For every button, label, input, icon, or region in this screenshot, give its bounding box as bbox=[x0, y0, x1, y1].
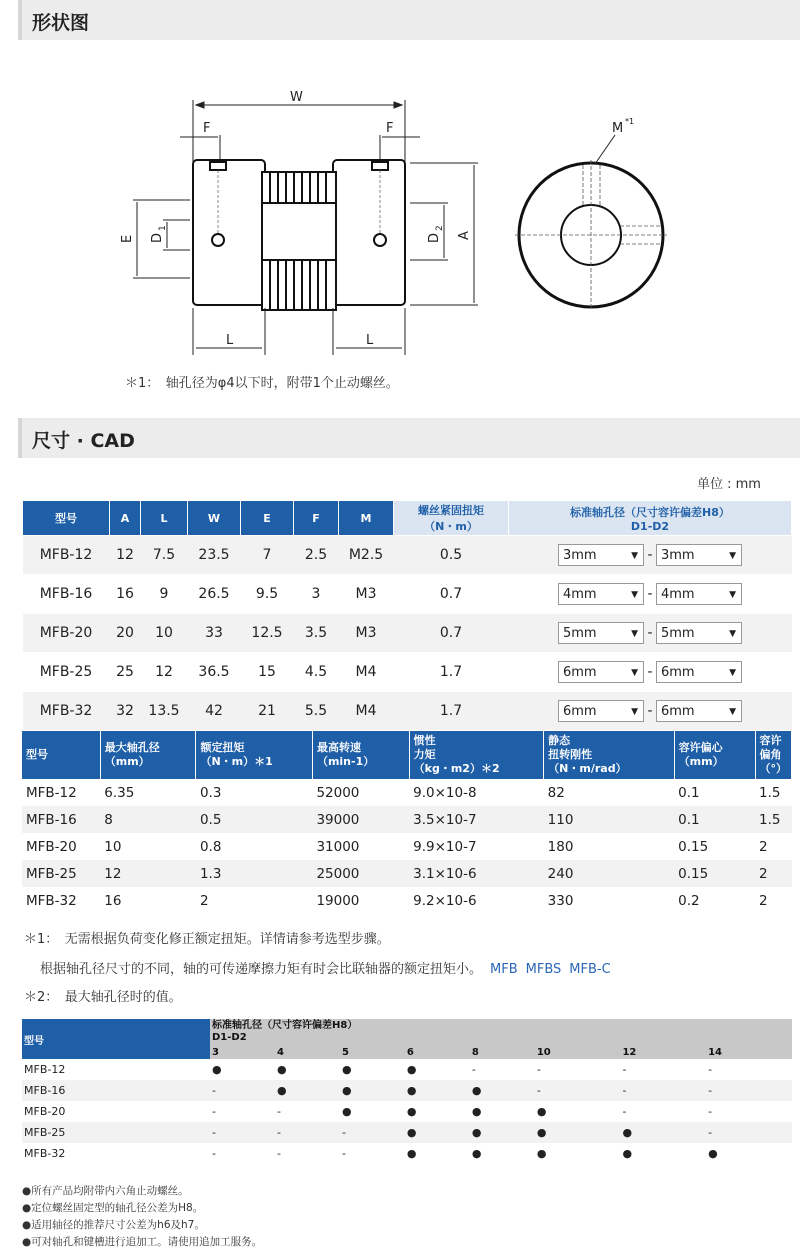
availability-cell: - bbox=[706, 1080, 792, 1101]
table-row bbox=[22, 1080, 792, 1101]
table-cell: 12 bbox=[110, 536, 141, 575]
dimension-table bbox=[22, 500, 792, 731]
col-header-torque bbox=[394, 501, 509, 536]
bore-d1-select[interactable] bbox=[558, 700, 644, 722]
availability-cell: - bbox=[706, 1122, 792, 1143]
availability-cell: - bbox=[535, 1080, 621, 1101]
table-cell: 9.9×10-7 bbox=[409, 833, 544, 860]
model-cell: MFB-25 bbox=[22, 1122, 210, 1143]
bore-select-cell bbox=[509, 614, 792, 653]
col-header: M bbox=[339, 501, 394, 536]
footnote: ●适用轴径的推荐尺寸公差为h6及h7。 bbox=[22, 1219, 205, 1231]
table-cell: 110 bbox=[544, 806, 675, 833]
col-header-line: 最大轴孔径 bbox=[104, 741, 160, 754]
table-cell: 2 bbox=[755, 887, 792, 914]
table-cell: MFB-20 bbox=[23, 614, 110, 653]
select-value: 5mm bbox=[563, 626, 597, 641]
table-cell: 9.5 bbox=[241, 575, 294, 614]
col-header: 型号 bbox=[23, 501, 110, 536]
bore-size-header: 3 bbox=[210, 1045, 275, 1059]
table-cell: 0.8 bbox=[196, 833, 312, 860]
table-cell: 0.5 bbox=[394, 536, 509, 575]
availability-cell: - bbox=[470, 1059, 535, 1080]
availability-cell: ● bbox=[470, 1143, 535, 1164]
shape-note: ＊1： 轴孔径为φ4以下时，附带1个止动螺丝。 bbox=[125, 376, 399, 391]
label-e: E bbox=[120, 234, 135, 243]
torque-header-line: （N・m） bbox=[424, 520, 478, 533]
spec-table bbox=[22, 731, 792, 914]
label-l-right: L bbox=[366, 333, 374, 348]
table-row bbox=[22, 1122, 792, 1143]
col-header-model: 型号 bbox=[22, 1019, 210, 1059]
coupling-drawing bbox=[0, 40, 800, 380]
table-cell: 1.7 bbox=[394, 653, 509, 692]
bore-d1-select[interactable] bbox=[558, 622, 644, 644]
model-cell: MFB-16 bbox=[22, 1080, 210, 1101]
bore-group-line: 标准轴孔径（尺寸容许偏差H8） bbox=[212, 1020, 358, 1031]
table-cell: 13.5 bbox=[141, 692, 188, 731]
col-header-line: （kg・m2）＊2 bbox=[413, 762, 500, 775]
table-cell: 9 bbox=[141, 575, 188, 614]
table-cell: 0.1 bbox=[674, 806, 755, 833]
col-header bbox=[196, 731, 312, 779]
col-header-line: 静态 bbox=[548, 734, 571, 747]
table-cell: 330 bbox=[544, 887, 675, 914]
label-l-left: L bbox=[226, 333, 234, 348]
col-header-bore-group bbox=[210, 1019, 792, 1045]
bore-select-cell bbox=[509, 575, 792, 614]
table-cell: 52000 bbox=[312, 779, 409, 806]
select-value: 4mm bbox=[661, 587, 695, 602]
availability-cell: - bbox=[706, 1101, 792, 1122]
col-header-line: （mm） bbox=[678, 755, 724, 768]
chevron-down-icon: ▼ bbox=[631, 629, 638, 639]
table-cell: 1.7 bbox=[394, 692, 509, 731]
table-row bbox=[22, 887, 792, 914]
table-cell: 0.2 bbox=[674, 887, 755, 914]
col-header bbox=[409, 731, 544, 779]
availability-cell: - bbox=[340, 1143, 405, 1164]
label-d2-sub: 2 bbox=[435, 225, 445, 231]
col-header bbox=[100, 731, 196, 779]
table-cell: 42 bbox=[188, 692, 241, 731]
table-row bbox=[22, 779, 792, 806]
col-header bbox=[674, 731, 755, 779]
note-2-text: 根据轴孔径尺寸的不同，轴的可传递摩擦力矩有时会比联轴器的额定扭矩小。 bbox=[40, 962, 483, 977]
table-cell: M2.5 bbox=[339, 536, 394, 575]
model-cell: MFB-32 bbox=[22, 1143, 210, 1164]
table-cell: 7 bbox=[241, 536, 294, 575]
availability-cell: - bbox=[706, 1059, 792, 1080]
availability-cell: - bbox=[210, 1143, 275, 1164]
table-cell: 3 bbox=[294, 575, 339, 614]
table-cell: 39000 bbox=[312, 806, 409, 833]
col-header-line: 容许偏心 bbox=[678, 741, 723, 754]
section-header-shape bbox=[18, 0, 800, 40]
availability-cell: - bbox=[210, 1080, 275, 1101]
label-m-sup: *1 bbox=[625, 117, 635, 126]
table-cell: M3 bbox=[339, 614, 394, 653]
availability-cell: - bbox=[275, 1122, 340, 1143]
col-header bbox=[544, 731, 675, 779]
bore-d2-select[interactable] bbox=[656, 622, 742, 644]
availability-cell: ● bbox=[275, 1080, 340, 1101]
col-header-line: 扭转刚性 bbox=[548, 748, 593, 761]
separator: - bbox=[647, 664, 653, 680]
availability-cell: ● bbox=[340, 1059, 405, 1080]
availability-cell: ● bbox=[275, 1059, 340, 1080]
unit-label: 单位 : mm bbox=[697, 477, 761, 492]
label-w: W bbox=[290, 90, 303, 105]
bore-d2-select[interactable] bbox=[656, 544, 742, 566]
col-header-line: （mm） bbox=[104, 755, 150, 768]
table-cell: 82 bbox=[544, 779, 675, 806]
table-cell: 2 bbox=[196, 887, 312, 914]
chevron-down-icon: ▼ bbox=[631, 668, 638, 678]
table-cell: MFB-12 bbox=[22, 779, 100, 806]
chevron-down-icon: ▼ bbox=[729, 590, 736, 600]
availability-cell: - bbox=[275, 1101, 340, 1122]
availability-cell: - bbox=[620, 1059, 706, 1080]
availability-cell: ● bbox=[470, 1101, 535, 1122]
table-cell: MFB-32 bbox=[23, 692, 110, 731]
section-header-dims bbox=[18, 418, 800, 458]
col-header-bore bbox=[509, 501, 792, 536]
table-row bbox=[22, 860, 792, 887]
table-cell: M4 bbox=[339, 692, 394, 731]
table-cell: 2.5 bbox=[294, 536, 339, 575]
chevron-down-icon: ▼ bbox=[729, 707, 736, 717]
table-cell: 180 bbox=[544, 833, 675, 860]
link-mfb[interactable]: MFB bbox=[490, 962, 518, 977]
col-header: W bbox=[188, 501, 241, 536]
table-cell: 0.15 bbox=[674, 833, 755, 860]
table-cell: 6.35 bbox=[100, 779, 196, 806]
table-cell: 0.5 bbox=[196, 806, 312, 833]
availability-cell: ● bbox=[706, 1143, 792, 1164]
col-header: A bbox=[110, 501, 141, 536]
table-cell: 0.15 bbox=[674, 860, 755, 887]
bore-size-header: 10 bbox=[535, 1045, 621, 1059]
select-value: 6mm bbox=[661, 704, 695, 719]
table-row bbox=[23, 614, 792, 653]
separator: - bbox=[647, 547, 653, 563]
link-mfbs[interactable]: MFBS bbox=[525, 962, 562, 977]
availability-cell: ● bbox=[620, 1143, 706, 1164]
table-row bbox=[23, 653, 792, 692]
label-f-right: F bbox=[386, 121, 394, 136]
col-header-line: （N・m/rad） bbox=[548, 762, 627, 775]
table-row bbox=[23, 575, 792, 614]
select-value: 6mm bbox=[563, 704, 597, 719]
chevron-down-icon: ▼ bbox=[631, 590, 638, 600]
bore-size-header: 5 bbox=[340, 1045, 405, 1059]
table-cell: MFB-12 bbox=[23, 536, 110, 575]
table-cell: 15 bbox=[241, 653, 294, 692]
separator: - bbox=[647, 586, 653, 602]
bore-d1-select[interactable] bbox=[558, 583, 644, 605]
table-cell: 33 bbox=[188, 614, 241, 653]
col-header bbox=[755, 731, 792, 779]
availability-cell: ● bbox=[405, 1143, 470, 1164]
table-cell: 8 bbox=[100, 806, 196, 833]
link-mfb-c[interactable]: MFB-C bbox=[569, 962, 611, 977]
table-cell: 2 bbox=[755, 833, 792, 860]
note-1: ＊1： 无需根据负荷变化修正额定扭矩。详情请参考选型步骤。 bbox=[24, 932, 390, 947]
bore-d2-select[interactable] bbox=[656, 583, 742, 605]
availability-cell: ● bbox=[470, 1122, 535, 1143]
bore-size-header: 4 bbox=[275, 1045, 340, 1059]
availability-cell: ● bbox=[405, 1101, 470, 1122]
chevron-down-icon: ▼ bbox=[729, 629, 736, 639]
footnote: ●定位螺丝固定型的轴孔径公差为H8。 bbox=[22, 1202, 204, 1214]
table-cell: 3.5×10-7 bbox=[409, 806, 544, 833]
availability-cell: ● bbox=[535, 1122, 621, 1143]
label-m: M bbox=[612, 121, 624, 136]
label-d2: D bbox=[427, 232, 442, 243]
bore-size-header: 8 bbox=[470, 1045, 535, 1059]
availability-cell: ● bbox=[340, 1101, 405, 1122]
table-cell: MFB-16 bbox=[23, 575, 110, 614]
table-cell: 19000 bbox=[312, 887, 409, 914]
select-value: 4mm bbox=[563, 587, 597, 602]
col-header: E bbox=[241, 501, 294, 536]
bore-d2-select[interactable] bbox=[656, 661, 742, 683]
table-cell: 0.7 bbox=[394, 575, 509, 614]
label-a: A bbox=[457, 231, 472, 240]
availability-cell: ● bbox=[535, 1101, 621, 1122]
label-f-left: F bbox=[203, 121, 211, 136]
table-cell: 1.5 bbox=[755, 806, 792, 833]
table-cell: 1.3 bbox=[196, 860, 312, 887]
col-header: L bbox=[141, 501, 188, 536]
table-cell: 2 bbox=[755, 860, 792, 887]
table-row bbox=[22, 1101, 792, 1122]
select-value: 3mm bbox=[563, 548, 597, 563]
bore-select-cell bbox=[509, 692, 792, 731]
label-d1-sub: 1 bbox=[158, 225, 168, 231]
table-cell: 0.3 bbox=[196, 779, 312, 806]
table-cell: 7.5 bbox=[141, 536, 188, 575]
table-cell: 3.1×10-6 bbox=[409, 860, 544, 887]
col-header-line: （N・m）＊1 bbox=[200, 755, 273, 768]
bore-availability-table bbox=[22, 1019, 792, 1164]
col-header bbox=[312, 731, 409, 779]
table-cell: 4.5 bbox=[294, 653, 339, 692]
table-cell: 16 bbox=[110, 575, 141, 614]
table-row bbox=[22, 833, 792, 860]
label-d1: D bbox=[150, 232, 165, 243]
availability-cell: - bbox=[340, 1122, 405, 1143]
table-cell: 10 bbox=[100, 833, 196, 860]
table-cell: 9.0×10-8 bbox=[409, 779, 544, 806]
table-cell: 3.5 bbox=[294, 614, 339, 653]
select-value: 3mm bbox=[661, 548, 695, 563]
table-cell: 32 bbox=[110, 692, 141, 731]
availability-cell: ● bbox=[620, 1122, 706, 1143]
table-cell: MFB-16 bbox=[22, 806, 100, 833]
table-row bbox=[22, 1059, 792, 1080]
table-cell: M4 bbox=[339, 653, 394, 692]
table-cell: 240 bbox=[544, 860, 675, 887]
table-cell: 1.5 bbox=[755, 779, 792, 806]
col-header-line: 额定扭矩 bbox=[200, 741, 245, 754]
bore-select-cell bbox=[509, 536, 792, 575]
bore-size-header: 14 bbox=[706, 1045, 792, 1059]
table-cell: 20 bbox=[110, 614, 141, 653]
chevron-down-icon: ▼ bbox=[729, 668, 736, 678]
separator: - bbox=[647, 625, 653, 641]
col-header: F bbox=[294, 501, 339, 536]
col-header-line: 容许偏角（°） bbox=[759, 734, 787, 775]
col-header-line: 力矩 bbox=[413, 748, 436, 761]
table-row bbox=[22, 806, 792, 833]
availability-cell: ● bbox=[405, 1080, 470, 1101]
chevron-down-icon: ▼ bbox=[631, 551, 638, 561]
availability-cell: ● bbox=[405, 1059, 470, 1080]
availability-cell: - bbox=[210, 1122, 275, 1143]
note-3: ＊2： 最大轴孔径时的值。 bbox=[24, 990, 182, 1005]
table-row bbox=[23, 692, 792, 731]
col-header-line: （min-1） bbox=[316, 755, 375, 768]
availability-cell: - bbox=[275, 1143, 340, 1164]
table-cell: 23.5 bbox=[188, 536, 241, 575]
model-cell: MFB-20 bbox=[22, 1101, 210, 1122]
availability-cell: - bbox=[620, 1101, 706, 1122]
availability-cell: ● bbox=[210, 1059, 275, 1080]
table-row bbox=[22, 1143, 792, 1164]
chevron-down-icon: ▼ bbox=[729, 551, 736, 561]
separator: - bbox=[647, 703, 653, 719]
table-cell: MFB-20 bbox=[22, 833, 100, 860]
section-title: 尺寸 · CAD bbox=[32, 430, 135, 452]
col-header-line: 型号 bbox=[26, 748, 48, 761]
col-header-line: 最高转速 bbox=[316, 741, 361, 754]
table-cell: 9.2×10-6 bbox=[409, 887, 544, 914]
table-cell: 16 bbox=[100, 887, 196, 914]
bore-header-line: 标准轴孔径（尺寸容许偏差H8） bbox=[570, 505, 730, 519]
bore-group-line: D1-D2 bbox=[212, 1032, 247, 1043]
availability-cell: ● bbox=[470, 1080, 535, 1101]
select-value: 5mm bbox=[661, 626, 695, 641]
availability-cell: - bbox=[210, 1101, 275, 1122]
table-cell: 25 bbox=[110, 653, 141, 692]
bore-d1-select[interactable] bbox=[558, 661, 644, 683]
table-cell: 12 bbox=[100, 860, 196, 887]
section-title: 形状图 bbox=[32, 12, 90, 34]
table-cell: MFB-32 bbox=[22, 887, 100, 914]
torque-header-line: 螺丝紧固扭矩 bbox=[418, 504, 484, 517]
bore-select-cell bbox=[509, 653, 792, 692]
bore-size-header: 12 bbox=[620, 1045, 706, 1059]
table-cell: 12.5 bbox=[241, 614, 294, 653]
select-value: 6mm bbox=[563, 665, 597, 680]
table-cell: MFB-25 bbox=[22, 860, 100, 887]
table-cell: 0.1 bbox=[674, 779, 755, 806]
table-cell: 31000 bbox=[312, 833, 409, 860]
table-cell: 25000 bbox=[312, 860, 409, 887]
model-cell: MFB-12 bbox=[22, 1059, 210, 1080]
table-cell: 5.5 bbox=[294, 692, 339, 731]
availability-cell: - bbox=[535, 1059, 621, 1080]
col-header bbox=[22, 731, 100, 779]
table-cell: MFB-25 bbox=[23, 653, 110, 692]
availability-cell: ● bbox=[535, 1143, 621, 1164]
footnote: ●所有产品均附带内六角止动螺丝。 bbox=[22, 1185, 189, 1197]
bore-d2-select[interactable] bbox=[656, 700, 742, 722]
note-torque-link-line bbox=[40, 958, 611, 977]
col-header-line: 惯性 bbox=[413, 734, 436, 747]
bore-d1-select[interactable] bbox=[558, 544, 644, 566]
availability-cell: - bbox=[620, 1080, 706, 1101]
chevron-down-icon: ▼ bbox=[631, 707, 638, 717]
bore-header-line: D1-D2 bbox=[630, 519, 670, 533]
table-cell: 12 bbox=[141, 653, 188, 692]
availability-cell: ● bbox=[405, 1122, 470, 1143]
table-cell: M3 bbox=[339, 575, 394, 614]
table-cell: 0.7 bbox=[394, 614, 509, 653]
footnote: ●可对轴孔和键槽进行追加工。请使用追加工服务。 bbox=[22, 1236, 263, 1248]
table-cell: 26.5 bbox=[188, 575, 241, 614]
table-row bbox=[23, 536, 792, 575]
table-cell: 36.5 bbox=[188, 653, 241, 692]
table-cell: 21 bbox=[241, 692, 294, 731]
availability-cell: ● bbox=[340, 1080, 405, 1101]
select-value: 6mm bbox=[661, 665, 695, 680]
table-cell: 10 bbox=[141, 614, 188, 653]
bore-size-header: 6 bbox=[405, 1045, 470, 1059]
